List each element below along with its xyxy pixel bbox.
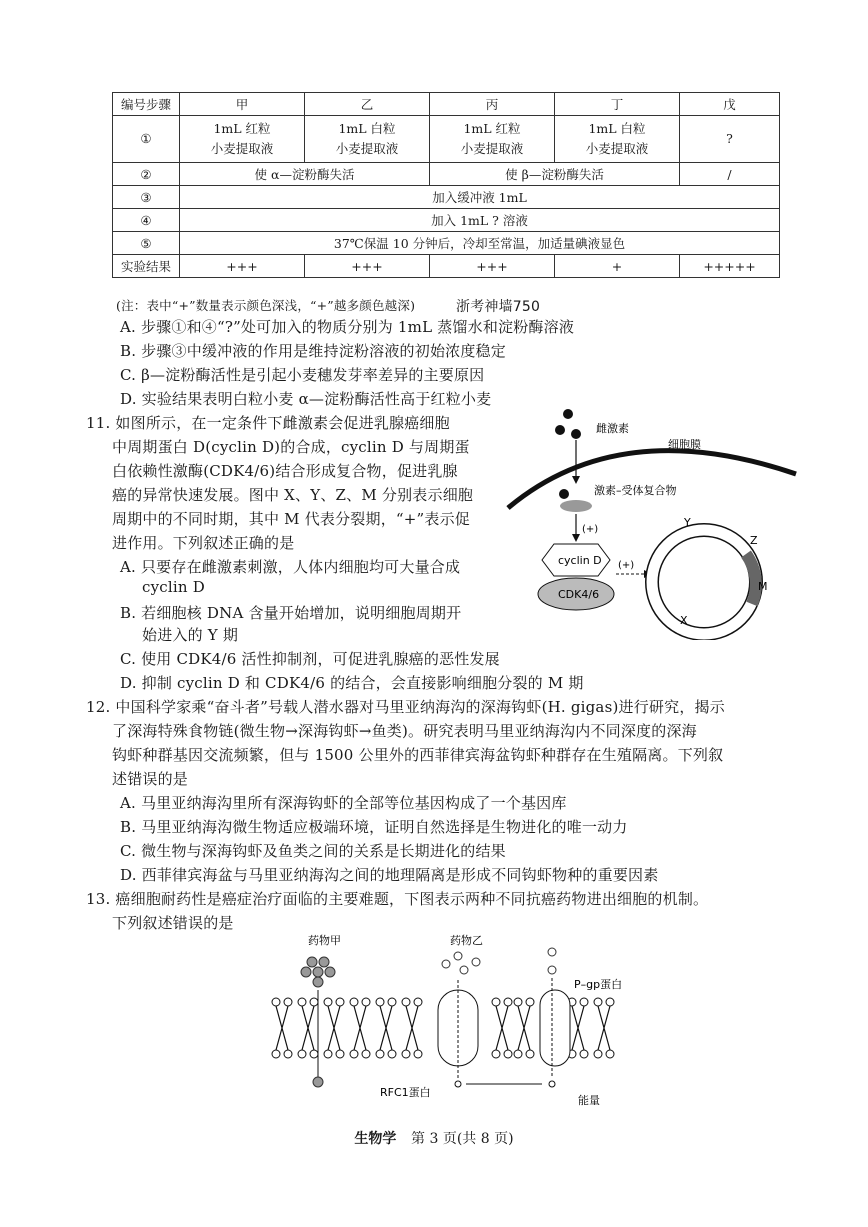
table-header: 甲 — [180, 93, 305, 116]
q12-option-a: A. 马里亚纳海沟里所有深海钩虾的全部等位基因构成了一个基因库 — [120, 794, 567, 812]
q11-stem-line: 进作用。下列叙述正确的是 — [112, 534, 295, 552]
pgp-label: P–gp蛋白 — [574, 978, 623, 991]
estrogen-label: 雌激素 — [596, 422, 629, 435]
table-row — [113, 232, 780, 255]
table-header: 乙 — [305, 93, 430, 116]
q12-stem-line: 12. 中国科学家乘“奋斗者”号载人潜水器对马里亚纳海沟的深海钩虾(H. gigas)进行研究，揭示 — [86, 698, 725, 716]
drug-b-label: 药物乙 — [450, 934, 483, 947]
table-row — [113, 116, 780, 163]
result-cell: +++++ — [680, 255, 780, 278]
q11-option-b-cont: 始进入的 Y 期 — [142, 626, 239, 644]
q12-stem-line: 述错误的是 — [112, 770, 189, 788]
q11-option-a-cont: cyclin D — [142, 578, 205, 596]
pgp-protein — [540, 990, 570, 1066]
table-header: 编号步骤 — [113, 93, 180, 116]
table-cell: ? — [680, 116, 780, 163]
cyclin-d-label: cyclin D — [558, 554, 602, 567]
drug-b-molecule — [549, 1081, 555, 1087]
q10-option-b: B. 步骤③中缓冲液的作用是维持淀粉溶液的初始浓度稳定 — [120, 342, 506, 360]
q12-option-d: D. 西菲律宾海盆与马里亚纳海沟之间的地理隔离是形成不同钩虾物种的重要因素 — [120, 866, 659, 884]
cell-cycle-figure — [500, 404, 800, 640]
q10-option-d: D. 实验结果表明白粒小麦 α—淀粉酶活性高于红粒小麦 — [120, 390, 492, 408]
phase-y-label: Y — [684, 516, 691, 529]
membrane-label: 细胞膜 — [668, 438, 701, 451]
q11-option-c: C. 使用 CDK4/6 活性抑制剂，可促进乳腺癌的恶性发展 — [120, 650, 500, 668]
footer-subject: 生物学 — [354, 1131, 397, 1147]
cell-cycle-ring-inner — [652, 530, 756, 634]
table-cell: 1mL 红粒 小麦提取液 — [430, 116, 555, 163]
drug-b-molecule — [455, 1081, 461, 1087]
result-cell: +++ — [305, 255, 430, 278]
q11-stem-line: 中周期蛋白 D(cyclin D)的合成，cyclin D 与周期蛋 — [112, 438, 470, 456]
drug-transport-figure — [262, 928, 632, 1114]
table-row — [113, 186, 780, 209]
table-cell: 1mL 红粒 小麦提取液 — [180, 116, 305, 163]
step-cell: ② — [113, 163, 180, 186]
drug-a-molecules — [301, 957, 335, 987]
drug-a-label: 药物甲 — [308, 934, 341, 947]
q12-option-b: B. 马里亚纳海沟微生物适应极端环境，证明自然选择是生物进化的唯一动力 — [120, 818, 628, 836]
arrow-head — [572, 534, 580, 542]
table-cell: 使 β—淀粉酶失活 — [430, 163, 680, 186]
step-cell: ③ — [113, 186, 180, 209]
drug-a-molecule — [313, 1077, 323, 1087]
table-row — [113, 255, 780, 278]
q11-stem-line: 白依赖性激酶(CDK4/6)结合形成复合物，促进乳腺 — [112, 462, 458, 480]
q12-stem-line: 钩虾种群基因交流频繁，但与 1500 公里外的西菲律宾海盆钩虾种群存在生殖隔离。下列叙 — [112, 746, 724, 764]
table-header: 丙 — [430, 93, 555, 116]
q12-option-c: C. 微生物与深海钩虾及鱼类之间的关系是长期进化的结果 — [120, 842, 506, 860]
cdk-label: CDK4/6 — [558, 588, 600, 601]
table-cell: 加入 1mL ? 溶液 — [180, 209, 780, 232]
estrogen-molecule — [563, 409, 573, 419]
table-cell: 使 α—淀粉酶失活 — [180, 163, 430, 186]
q11-option-a: A. 只要存在雌激素刺激，人体内细胞均可大量合成 — [120, 558, 461, 576]
q13-stem-line: 13. 癌细胞耐药性是癌症治疗面临的主要难题，下图表示两种不同抗癌药物进出细胞的机制。 — [86, 890, 709, 908]
watermark: 浙考神墙750 — [456, 299, 541, 315]
table-row — [113, 163, 780, 186]
q11-stem-line: 周期中的不同时期，其中 M 代表分裂期，“+”表示促 — [112, 510, 471, 528]
rfc-label: RFC1蛋白 — [380, 1086, 431, 1099]
table-cell: 37℃保温 10 分钟后，冷却至常温，加适量碘液显色 — [180, 232, 780, 255]
q11-option-b: B. 若细胞核 DNA 含量开始增加，说明细胞周期开 — [120, 604, 462, 622]
estrogen-molecule — [571, 429, 581, 439]
energy-label: 能量 — [578, 1094, 600, 1107]
table-cell: 1mL 白粒 小麦提取液 — [305, 116, 430, 163]
table-header: 戊 — [680, 93, 780, 116]
step-cell: ⑤ — [113, 232, 180, 255]
step-cell: 实验结果 — [113, 255, 180, 278]
step-cell: ④ — [113, 209, 180, 232]
cell-membrane — [508, 451, 796, 508]
estrogen-molecule — [559, 489, 569, 499]
table-cell: 1mL 白粒 小麦提取液 — [555, 116, 680, 163]
q11-stem-line: 11. 如图所示，在一定条件下雌激素会促进乳腺癌细胞 — [86, 414, 450, 432]
table-row — [113, 209, 780, 232]
table-note: (注：表中“+”数量表示颜色深浅，“+”越多颜色越深) — [116, 298, 416, 313]
drug-b-molecules — [442, 948, 556, 974]
receptor-icon — [560, 500, 592, 512]
table-cell: / — [680, 163, 780, 186]
phase-x-label: X — [680, 614, 688, 627]
q10-option-a: A. 步骤①和④“?”处可加入的物质分别为 1mL 蒸馏水和淀粉酶溶液 — [120, 318, 575, 336]
page-footer — [0, 1128, 868, 1148]
phase-m-label: M — [758, 580, 768, 593]
arrow-head — [572, 476, 580, 484]
q11-stem-line: 癌的异常快速发展。图中 X、Y、Z、M 分别表示细胞 — [112, 486, 474, 504]
q11-option-d: D. 抑制 cyclin D 和 CDK4/6 的结合，会直接影响细胞分裂的 M 期 — [120, 674, 584, 692]
phase-z-label: Z — [750, 534, 758, 547]
result-cell: +++ — [430, 255, 555, 278]
table-header: 丁 — [555, 93, 680, 116]
q10-option-c: C. β—淀粉酶活性是引起小麦穗发芽率差异的主要原因 — [120, 366, 485, 384]
q13-stem-line: 下列叙述错误的是 — [112, 914, 234, 932]
promote-label: (+) — [582, 524, 599, 535]
result-cell: + — [555, 255, 680, 278]
table-header-row — [113, 93, 780, 116]
estrogen-molecule — [555, 425, 565, 435]
q12-stem-line: 了深海特殊食物链(微生物→深海钩虾→鱼类)。研究表明马里亚纳海沟内不同深度的深海 — [112, 722, 697, 740]
footer-page: 第 3 页(共 8 页) — [411, 1131, 514, 1147]
promote-label: (+) — [618, 560, 635, 571]
experiment-table — [112, 92, 780, 278]
step-cell: ① — [113, 116, 180, 163]
result-cell: +++ — [180, 255, 305, 278]
complex-label: 激素–受体复合物 — [594, 484, 677, 497]
table-cell: 加入缓冲液 1mL — [180, 186, 780, 209]
